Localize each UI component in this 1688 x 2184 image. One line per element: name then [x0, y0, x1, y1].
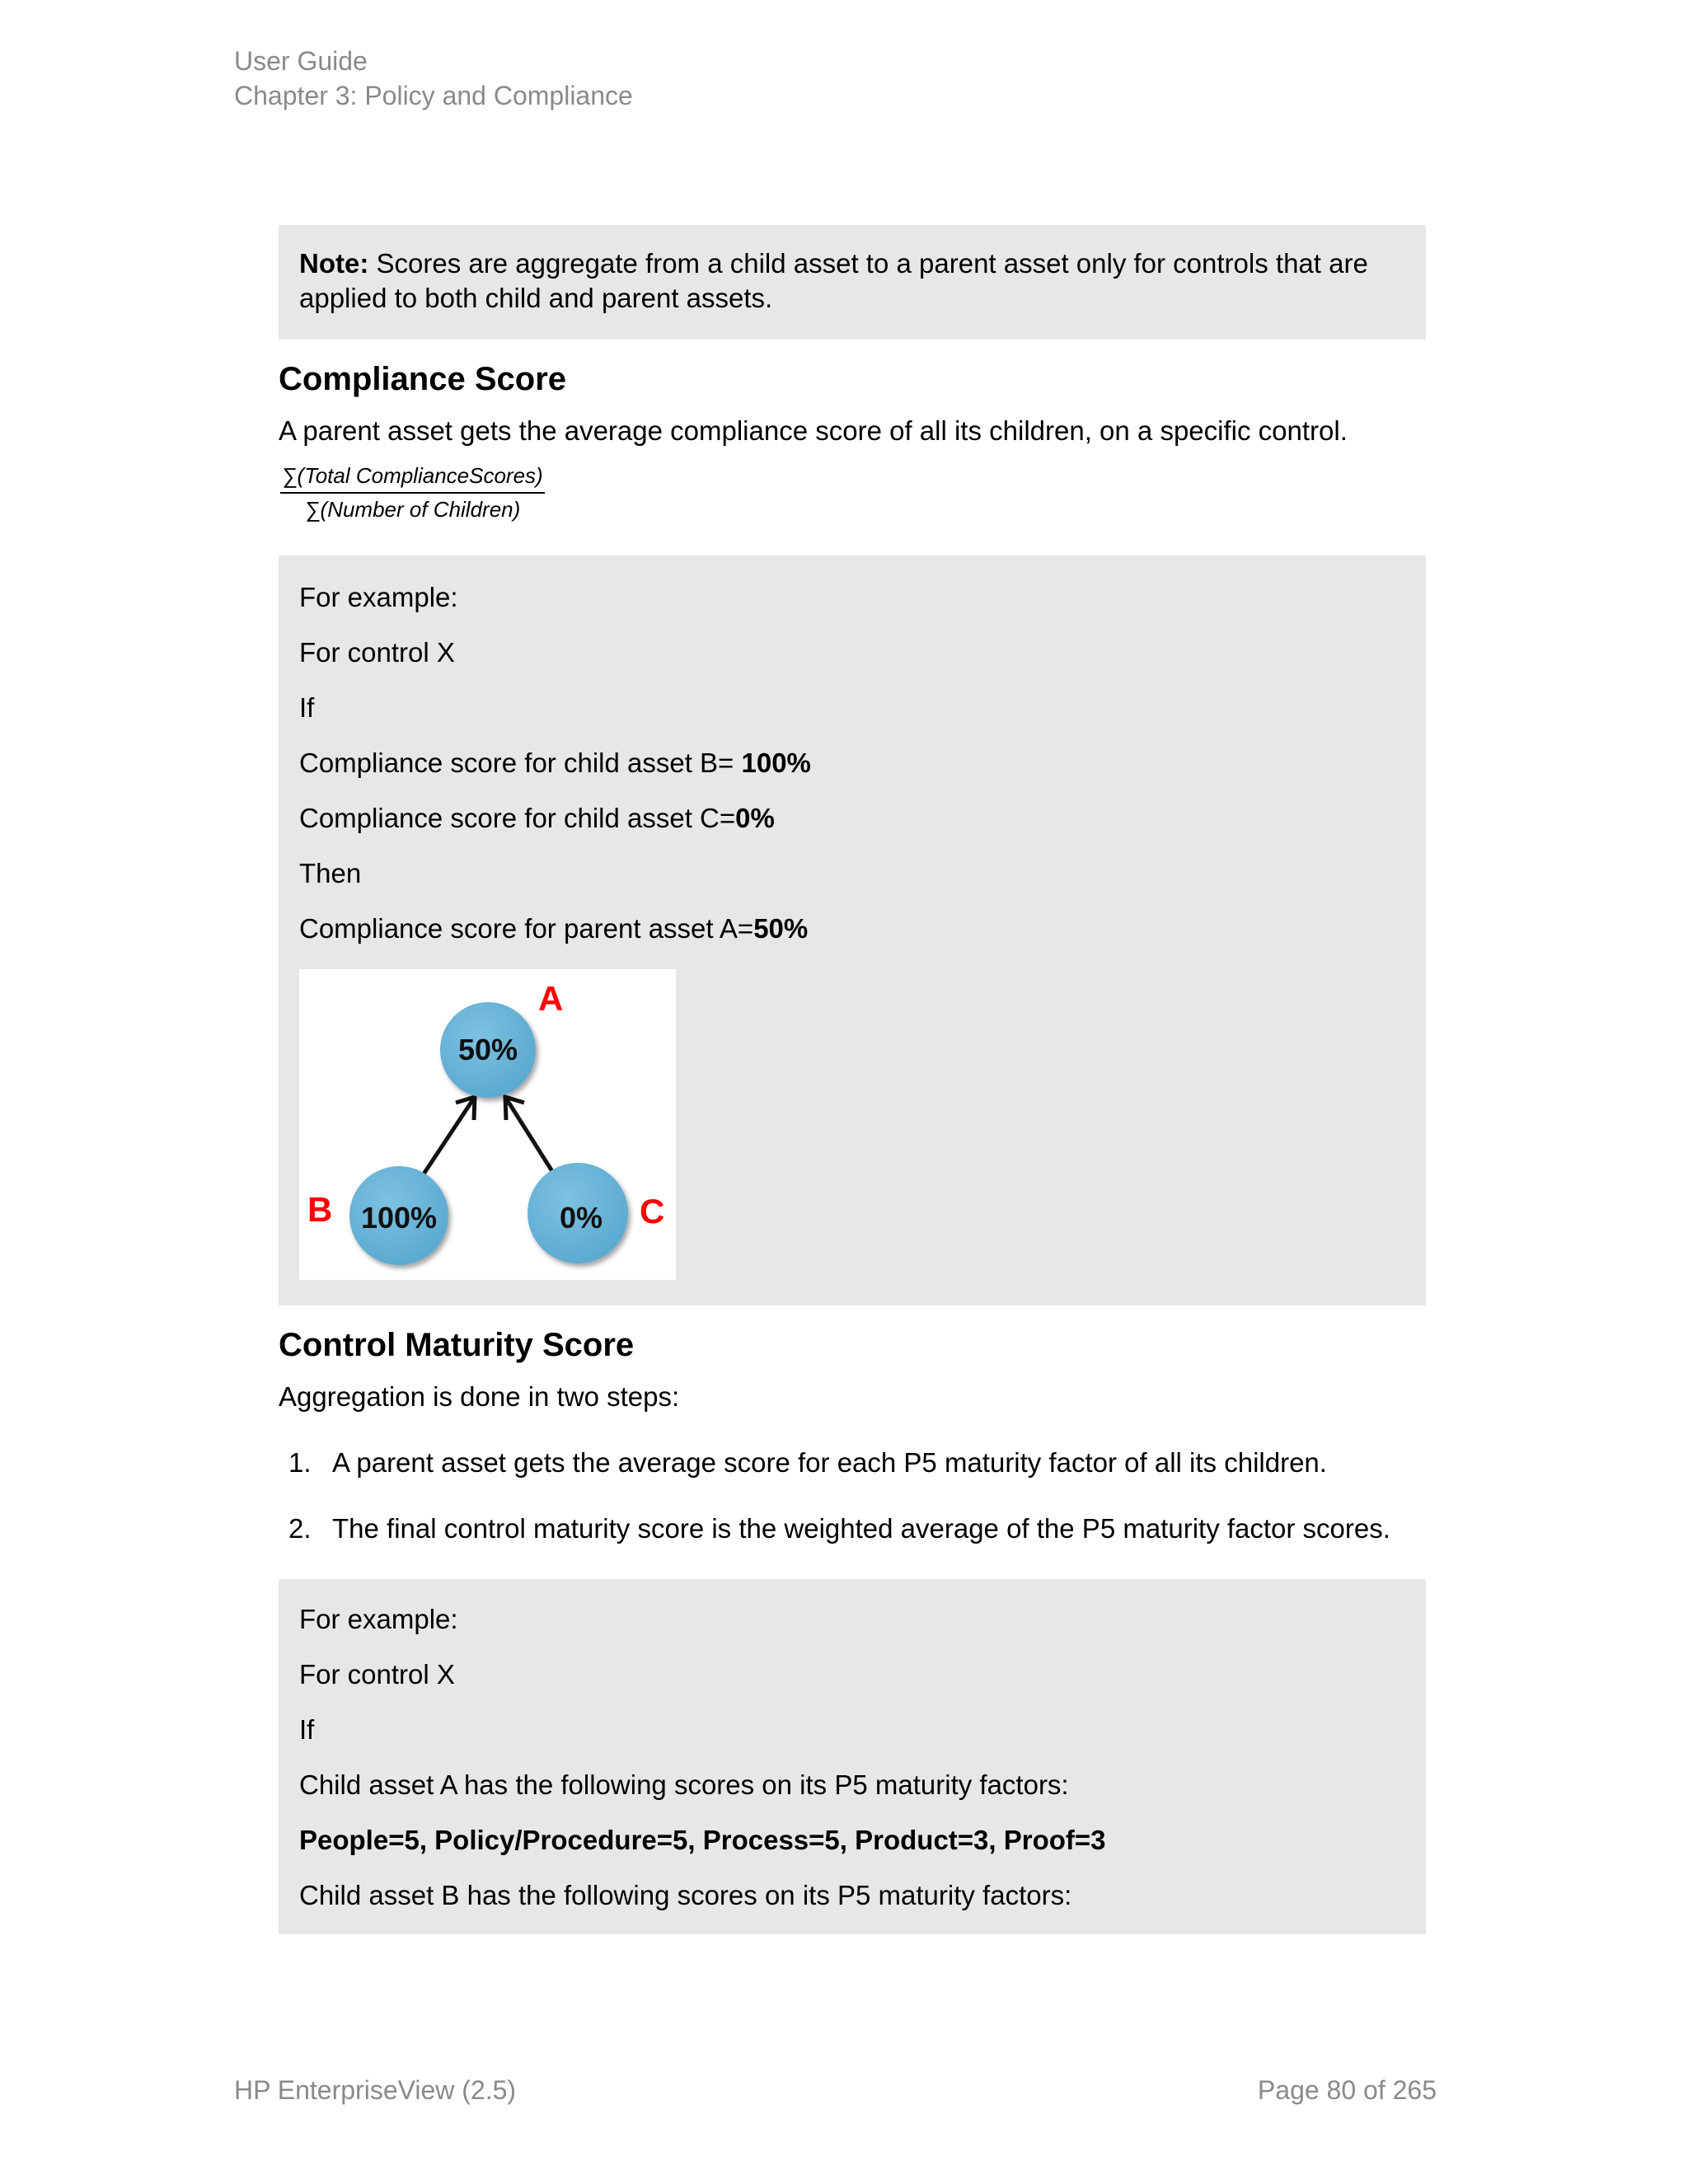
node-a-value: 50% [457, 1033, 518, 1066]
node-b-label: B [307, 1190, 333, 1229]
compliance-formula [280, 463, 545, 523]
arrow-b-to-a [423, 1097, 475, 1175]
example-line: For example: [299, 582, 458, 612]
note-text-2: applied to both child and parent assets. [299, 283, 773, 313]
example-value: 0% [735, 803, 775, 833]
header-chapter: Chapter 3: Policy and Compliance [234, 81, 633, 110]
example-scores: People=5, Policy/Procedure=5, Process=5, Product=3, Proof=3 [299, 1825, 1106, 1855]
step-text: A parent asset gets the average score for each P5 maturity factor of all its children. [332, 1447, 1327, 1478]
example-line: If [299, 692, 315, 723]
maturity-intro: Aggregation is done in two steps: [279, 1381, 680, 1412]
step-text: The final control maturity score is the weighted average of the P5 maturity factor scores. [332, 1513, 1390, 1544]
maturity-heading: Control Maturity Score [279, 1327, 635, 1363]
example-text: Compliance score for child asset B= [299, 748, 742, 778]
compliance-heading: Compliance Score [279, 361, 567, 397]
example-line: Child asset B has the following scores on its P5 maturity factors: [299, 1880, 1072, 1910]
example-text: Compliance score for parent asset A= [299, 913, 754, 944]
note-label: Note: [299, 248, 369, 279]
step-number: 1. [288, 1447, 312, 1478]
node-c-value: 0% [559, 1201, 603, 1235]
example-line: For control X [299, 637, 455, 668]
header-guide: User Guide [234, 46, 368, 76]
footer-page: Page 80 of 265 [1257, 2075, 1437, 2105]
maturity-example-box [279, 1579, 1426, 1934]
example-value: 50% [753, 913, 809, 944]
example-text: Compliance score for child asset C= [299, 803, 736, 833]
example-line: Child asset A has the following scores on its P5 maturity factors: [299, 1769, 1069, 1800]
node-a-label: A [538, 979, 564, 1018]
node-c-label: C [640, 1192, 665, 1230]
node-b-value: 100% [360, 1201, 438, 1235]
example-line [299, 748, 811, 779]
compliance-intro: A parent asset gets the average compliance score of all its children, on a specific control. [279, 415, 1348, 446]
example-line: If [299, 1714, 315, 1745]
step-number: 2. [288, 1513, 312, 1544]
example-line [299, 803, 775, 834]
example-line: For control X [299, 1659, 455, 1690]
note-box [279, 225, 1426, 340]
formula-numerator: ∑(Total ComplianceScores) [280, 463, 545, 494]
example-line [299, 913, 808, 944]
example-line: Then [299, 858, 362, 888]
example-line: For example: [299, 1604, 458, 1634]
example-value: 100% [741, 748, 811, 778]
aggregation-diagram [299, 969, 676, 1280]
footer-product: HP EnterpriseView (2.5) [234, 2075, 517, 2105]
note-text: Scores are aggregate from a child asset to a parent asset only for controls that are [368, 248, 1368, 279]
arrow-c-to-a [505, 1097, 555, 1175]
formula-denominator: ∑(Number of Children) [305, 497, 521, 522]
